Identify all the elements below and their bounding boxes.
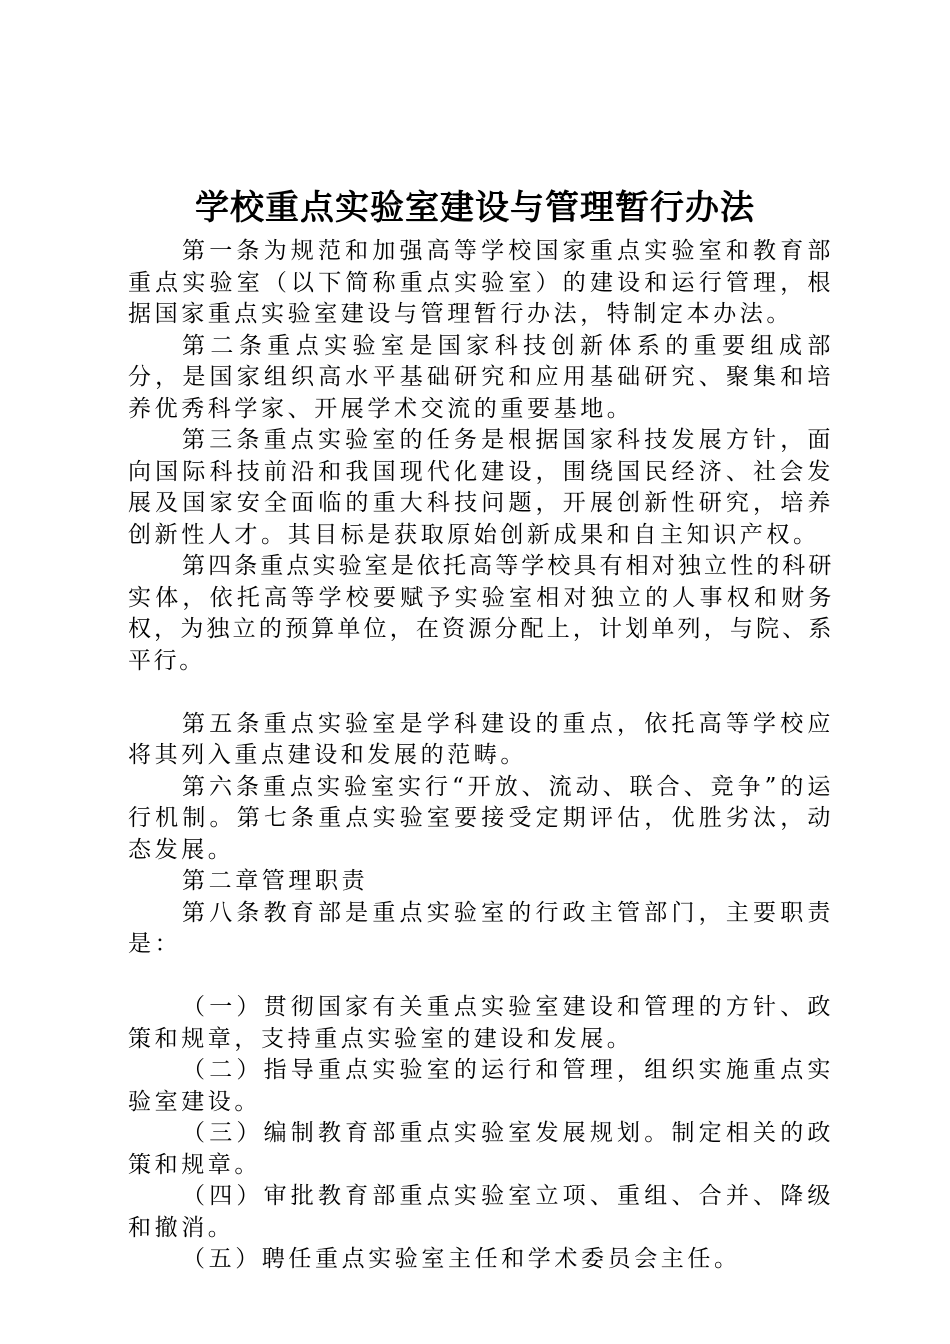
article-8-paragraph: 第八条教育部是重点实验室的行政主管部门，主要职责是：: [128, 899, 834, 957]
article-5-paragraph: 第五条重点实验室是学科建设的重点，依托高等学校应将其列入重点建设和发展的范畴。: [128, 710, 834, 768]
blank-line: [128, 677, 834, 709]
duty-item-1: （一）贯彻国家有关重点实验室建设和管理的方针、政策和规章，支持重点实验室的建设和发展。: [128, 994, 834, 1052]
duty-item-5: （五）聘任重点实验室主任和学术委员会主任。: [182, 1246, 741, 1272]
article-2-paragraph: 第二条重点实验室是国家科技创新体系的重要组成部分，是国家组织高水平基础研究和应用基础研究、聚集和培养优秀科学家、开展学术交流的重要基地。: [128, 332, 834, 422]
duty-item-3: （三）编制教育部重点实验室发展规划。制定相关的政策和规章。: [128, 1120, 834, 1178]
document-title: 学校重点实验室建设与管理暂行办法: [195, 188, 755, 228]
article-3-paragraph: 第三条重点实验室的任务是根据国家科技发展方针，面向国际科技前沿和我国现代化建设，围绕国民经济、社会发展及国家安全面临的重大科技问题，开展创新性研究，培养创新性人才。其目标是获取原始创新成果和自主知识产权。: [128, 427, 834, 548]
duty-item-4: （四）审批教育部重点实验室立项、重组、合并、降级和撤消。: [128, 1183, 834, 1241]
chapter-2-heading: 第二章管理职责: [182, 868, 369, 894]
article-6-7-paragraph: 第六条重点实验室实行“开放、流动、联合、竞争”的运行机制。第七条重点实验室要接受定期评估，优胜劣汰，动态发展。: [128, 773, 834, 863]
blank-line: [128, 961, 834, 993]
duty-item-2: （二）指导重点实验室的运行和管理，组织实施重点实验室建设。: [128, 1057, 834, 1115]
document-body: [128, 236, 834, 1276]
article-1-paragraph: 第一条为规范和加强高等学校国家重点实验室和教育部重点实验室（以下简称重点实验室）的建设和运行管理，根据国家重点实验室建设与管理暂行办法，特制定本办法。: [128, 238, 834, 327]
article-4-paragraph: 第四条重点实验室是依托高等学校具有相对独立性的科研实体，依托高等学校要赋予实验室相对独立的人事权和财务权，为独立的预算单位，在资源分配上，计划单列，与院、系平行。: [128, 553, 834, 674]
